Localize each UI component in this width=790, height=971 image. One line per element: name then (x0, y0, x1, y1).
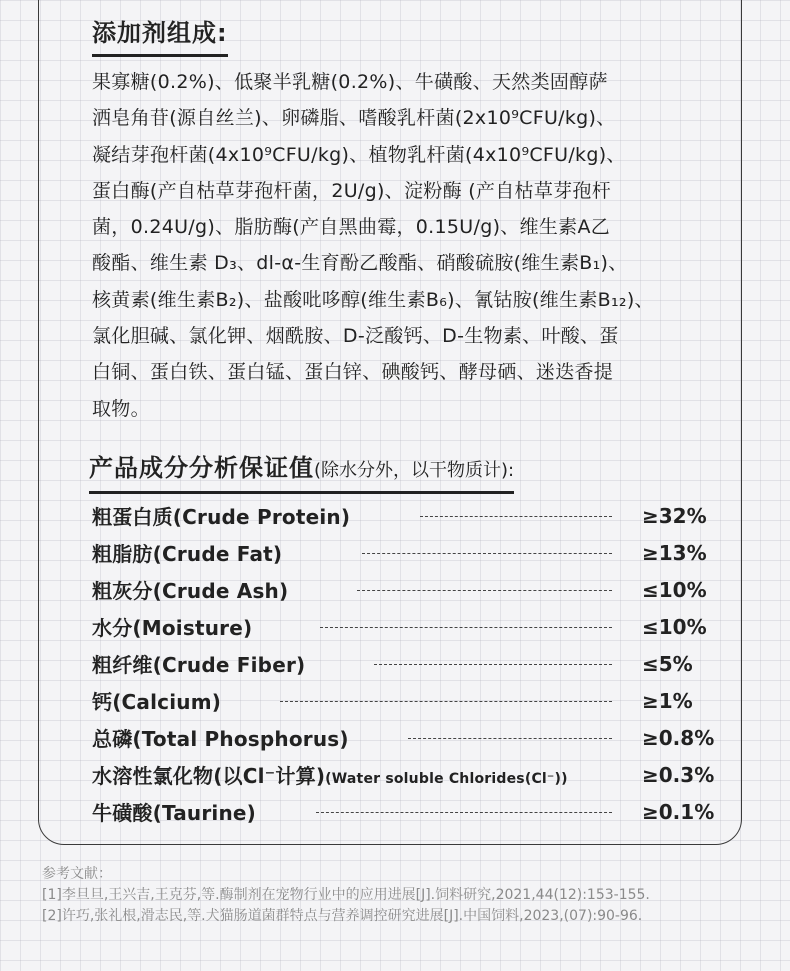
analysis-row (92, 756, 722, 793)
analysis-title-main: 产品成分分析保证值 (89, 454, 314, 482)
analysis-row (92, 571, 722, 608)
row-label: 粗蛋白质(Crude Protein) (92, 505, 351, 529)
row-value: ≥13% (642, 540, 707, 565)
row-label: 粗纤维(Crude Fiber) (92, 653, 306, 677)
additives-line: 白铜、蛋白铁、蛋白锰、蛋白锌、碘酸钙、酵母硒、迷迭香提 (92, 361, 614, 384)
row-value: ≥0.8% (642, 725, 715, 750)
row-label: 粗脂肪(Crude Fat) (92, 542, 283, 566)
additives-line: 凝结芽孢杆菌(4x10⁹CFU/kg)、植物乳杆菌(4x10⁹CFU/kg)、 (92, 143, 626, 166)
analysis-title (89, 448, 514, 494)
additives-text (92, 64, 712, 427)
additives-title: 添加剂组成: (92, 13, 228, 57)
row-label: 粗灰分(Crude Ash) (92, 579, 289, 603)
row-value: ≥0.1% (642, 799, 715, 824)
analysis-row (92, 719, 722, 756)
additives-line: 取物。 (92, 397, 150, 420)
references-heading: 参考文献： (42, 866, 112, 882)
row-value: ≤10% (642, 577, 707, 602)
additives-line: 核黄素(维生素B₂)、盐酸吡哆醇(维生素B₆)、氰钴胺(维生素B₁₂)、 (92, 288, 654, 311)
row-label (92, 760, 568, 789)
additives-line: 洒皂角苷(源自丝兰)、卵磷脂、嗜酸乳杆菌(2x10⁹CFU/kg)、 (92, 107, 616, 130)
dotted-leader (420, 516, 612, 517)
row-label: 总磷(Total Phosphorus) (92, 727, 349, 751)
dotted-leader (357, 590, 612, 591)
analysis-row (92, 608, 722, 645)
row-value: ≤10% (642, 614, 707, 639)
dotted-leader (316, 812, 612, 813)
analysis-row (92, 645, 722, 682)
references (42, 864, 762, 927)
row-value: ≥0.3% (642, 762, 715, 787)
additives-line: 酸酯、维生素 D₃、dl-α-生育酚乙酸酯、硝酸硫胺(维生素B₁)、 (92, 252, 628, 275)
additives-line: 果寡糖(0.2%)、低聚半乳糖(0.2%)、牛磺酸、天然类固醇萨 (92, 71, 608, 93)
dotted-leader (362, 553, 612, 554)
row-value: ≥32% (642, 503, 707, 528)
row-label-small: (Water soluble Chlorides(Cl⁻)) (325, 771, 568, 787)
row-value: ≥1% (642, 688, 693, 713)
reference-item: [2]许巧,张礼根,滑志民,等.犬猫肠道菌群特点与营养调控研究进展[J].中国饲料,2023,(07):90-96. (42, 908, 643, 924)
row-value: ≤5% (642, 651, 693, 676)
dotted-leader (320, 627, 612, 628)
reference-item: [1]李旦旦,王兴吉,王克芬,等.酶制剂在宠物行业中的应用进展[J].饲料研究,2021,44(12):153-155. (42, 887, 650, 903)
dotted-leader (374, 664, 612, 665)
analysis-row (92, 534, 722, 571)
additives-line: 蛋白酶(产自枯草芽孢杆菌，2U/g)、淀粉酶 (产自枯草芽孢杆 (92, 179, 612, 202)
additives-line: 氯化胆碱、氯化钾、烟酰胺、D-泛酸钙、D-生物素、叶酸、蛋 (92, 325, 619, 348)
row-label: 水分(Moisture) (92, 616, 253, 640)
analysis-table (92, 497, 722, 830)
dotted-leader (280, 701, 612, 702)
analysis-row (92, 682, 722, 719)
row-label: 牛磺酸(Taurine) (92, 801, 257, 825)
analysis-row (92, 793, 722, 830)
dotted-leader (408, 738, 612, 739)
additives-line: 菌，0.24U/g)、脂肪酶(产自黑曲霉，0.15U/g)、维生素A乙 (92, 216, 611, 239)
row-label: 钙(Calcium) (92, 690, 222, 714)
analysis-title-sub: (除水分外，以干物质计): (314, 460, 515, 481)
analysis-row (92, 497, 722, 534)
row-label-main: 水溶性氯化物(以Cl⁻计算) (92, 764, 326, 788)
